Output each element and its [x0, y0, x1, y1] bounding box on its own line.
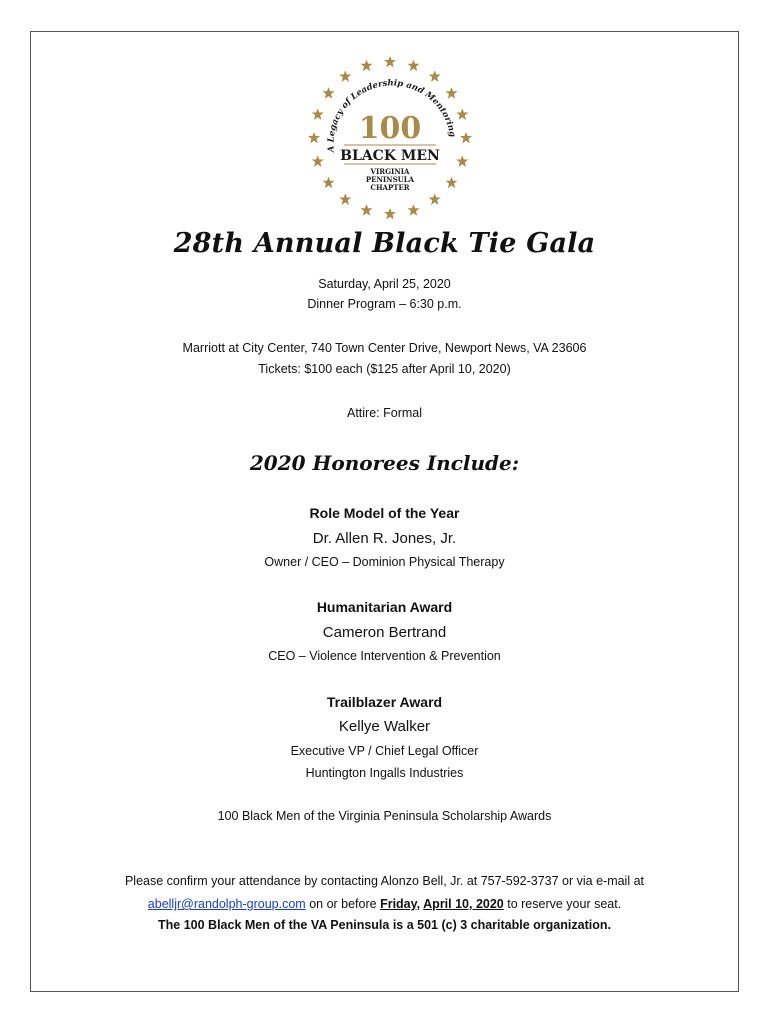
star-icon — [429, 71, 441, 83]
rsvp-line-2 — [30, 897, 739, 911]
award-title: Trailblazer Award — [326, 694, 443, 710]
award-title: Role Model of the Year — [309, 505, 460, 521]
star-icon — [312, 109, 324, 121]
charity-statement: The 100 Black Men of the VA Peninsula is a 501 (c) 3 charitable organization. — [158, 918, 611, 932]
honorees-heading: 2020 Honorees Include: — [249, 451, 520, 475]
logo-name: BLACK MEN — [340, 148, 440, 164]
logo-arc-text: A Legacy of Leadership and Mentoring — [326, 78, 458, 153]
rsvp-end-text: to reserve your seat. — [503, 897, 622, 911]
rsvp-deadline-day: Friday, — [380, 897, 421, 911]
star-icon — [446, 87, 458, 99]
star-icon — [361, 60, 373, 71]
star-icon — [312, 156, 324, 168]
honoree-title: Owner / CEO – Dominion Physical Therapy — [264, 555, 505, 569]
event-attire: Attire: Formal — [346, 406, 422, 420]
star-icon — [456, 156, 468, 168]
logo-line3: CHAPTER — [370, 183, 410, 192]
star-icon — [456, 109, 468, 121]
honoree-org: Huntington Ingalls Industries — [305, 766, 464, 780]
honoree-name: Kellye Walker — [338, 718, 431, 735]
star-icon — [323, 87, 335, 99]
event-venue: Marriott at City Center, 740 Town Center Drive, Newport News, VA 23606 — [182, 341, 587, 355]
event-title: 28th Annual Black Tie Gala — [173, 228, 596, 259]
logo-number: 100 — [358, 111, 422, 146]
star-icon — [460, 132, 472, 144]
event-program: Dinner Program – 6:30 p.m. — [307, 297, 462, 311]
star-icon — [384, 208, 396, 220]
star-icon — [323, 177, 335, 189]
honoree-name: Cameron Bertrand — [322, 624, 447, 641]
star-icon — [408, 204, 420, 216]
event-date: Saturday, April 25, 2020 — [318, 277, 451, 291]
scholarship-awards: 100 Black Men of the Virginia Peninsula Scholarship Awards — [217, 809, 552, 823]
honoree-name: Dr. Allen R. Jones, Jr. — [312, 530, 457, 547]
100-black-men-logo — [304, 52, 476, 224]
rsvp-email-link[interactable]: abelljr@randolph-group.com — [147, 897, 306, 911]
star-icon — [308, 132, 320, 144]
honoree-title: CEO – Violence Intervention & Prevention — [268, 649, 501, 663]
rsvp-line: Please confirm your attendance by contacting Alonzo Bell, Jr. at 757-592-3737 or via e-mail at — [124, 874, 645, 888]
star-icon — [361, 204, 373, 216]
star-icon — [339, 194, 351, 206]
event-tickets: Tickets: $100 each ($125 after April 10, 2020) — [258, 362, 511, 376]
rsvp-deadline-date: April 10, 2020 — [423, 897, 504, 911]
star-icon — [339, 71, 351, 83]
logo-line2: PENINSULA — [365, 175, 415, 184]
star-icon — [429, 194, 441, 206]
honoree-title: Executive VP / Chief Legal Officer — [290, 744, 479, 758]
award-title: Humanitarian Award — [316, 599, 453, 615]
star-icon — [384, 56, 396, 68]
star-icon — [408, 60, 420, 71]
rsvp-mid-text: on or before — [305, 897, 381, 911]
star-icon — [446, 177, 458, 189]
logo-line1: VIRGINIA — [370, 167, 410, 176]
